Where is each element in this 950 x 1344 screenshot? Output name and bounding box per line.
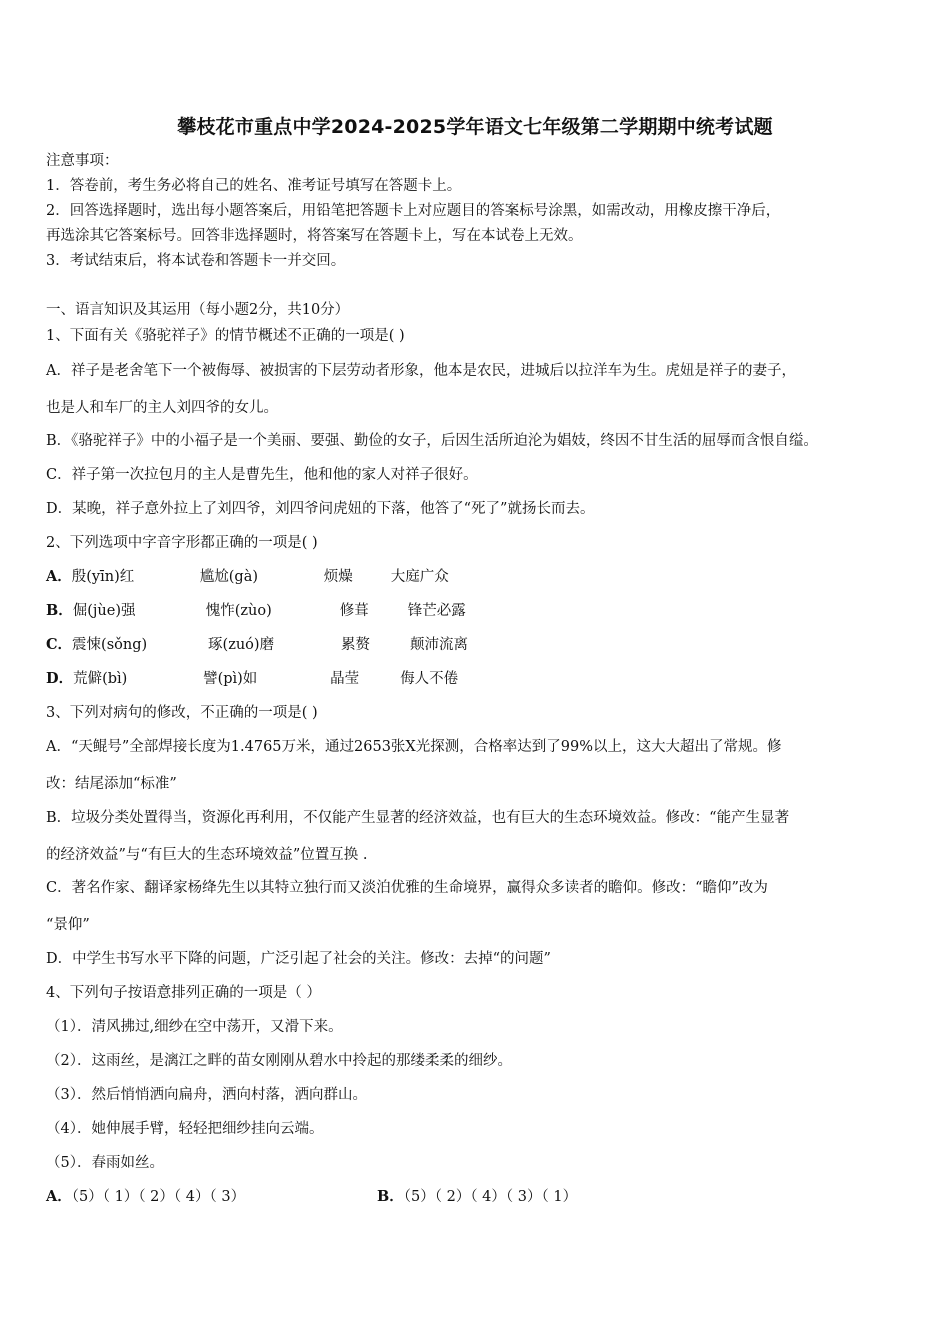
q3-option-b-cont: 的经济效益”与“有巨大的生态环境效益”位置互换 . — [46, 847, 368, 863]
option-label: B． — [377, 1188, 404, 1205]
q1-option-d: D．某晚，祥子意外拉上了刘四爷，刘四爷问虎妞的下落，他答了“死了”就扬长而去。 — [46, 501, 595, 517]
word: 侮人不倦 — [400, 671, 459, 687]
notice-heading: 注意事项： — [46, 153, 119, 169]
q2-stem: 2、下列选项中字音字形都正确的一项是( ) — [46, 535, 318, 551]
q3-option-b: B．垃圾分类处置得当，资源化再利用，不仅能产生显著的经济效益，也有巨大的生态环境效益。修改：“能产生显著 — [46, 810, 790, 826]
option-text: （5）（ 1）（ 2）（ 4）（ 3） — [71, 1189, 246, 1205]
q3-stem: 3、下列对病句的修改，不正确的一项是( ) — [46, 705, 318, 721]
option-label: A． — [46, 568, 72, 585]
word: 震悚(sǒng) — [72, 637, 148, 653]
word: 倔(jùe)强 — [72, 603, 136, 619]
word: 琢(zuó)磨 — [208, 637, 275, 653]
q2-option-b — [46, 602, 466, 620]
q1-option-c: C．祥子第一次拉包月的主人是曹先生，他和他的家人对祥子很好。 — [46, 467, 478, 483]
q4-sentence-5: （5）．春雨如丝。 — [46, 1155, 164, 1171]
q3-option-c: C．著名作家、翻译家杨绛先生以其特立独行而又淡泊优雅的生命境界，赢得众多读者的瞻仰。修改：“瞻仰”改为 — [46, 880, 768, 896]
notice-item-2-cont: 再选涂其它答案标号。回答非选择题时，将答案写在答题卡上，写在本试卷上无效。 — [46, 228, 583, 244]
option-label: A． — [46, 1188, 72, 1205]
page-title: 攀枝花市重点中学2024-2025学年语文七年级第二学期期中统考试题 — [177, 116, 773, 138]
q3-option-a: A．“天鲲号”全部焊接长度为1.4765万米，通过2653张X光探测，合格率达到了99%以上，这大大超出了常规。修 — [46, 739, 782, 755]
q4-stem: 4、下列句子按语意排列正确的一项是（ ） — [46, 985, 321, 1001]
option-label: B． — [46, 602, 73, 619]
word: 修葺 — [339, 603, 369, 619]
q4-option-a — [46, 1188, 245, 1206]
q1-option-b: B．《骆驼祥子》中的小福子是一个美丽、要强、勤俭的女子，后因生活所迫沦为娼妓，终因不甘生活的屈辱而含恨自缢。 — [46, 433, 818, 449]
word: 殷(yīn)红 — [71, 569, 135, 585]
word: 譬(pì)如 — [203, 671, 258, 687]
q4-sentence-1: （1）．清风拂过,细纱在空中荡开，又滑下来。 — [46, 1019, 343, 1035]
notice-item-1: 1．答卷前，考生务必将自己的姓名、准考证号填写在答题卡上。 — [46, 178, 462, 194]
q3-option-d: D．中学生书写水平下降的问题，广泛引起了社会的关注。修改：去掉“的问题” — [46, 951, 551, 967]
q1-option-a: A．祥子是老舍笔下一个被侮辱、被损害的下层劳动者形象，他本是农民，进城后以拉洋车为生。虎妞是祥子的妻子， — [46, 363, 796, 379]
q2-option-a — [46, 568, 449, 586]
word: 晶莹 — [330, 671, 360, 687]
q3-option-c-cont: “景仰” — [46, 917, 90, 933]
word: 烦燥 — [323, 569, 353, 585]
q4-sentence-3: （3）．然后悄悄洒向扁舟，洒向村落，洒向群山。 — [46, 1087, 367, 1103]
q2-option-c — [46, 636, 468, 654]
q1-option-a-cont: 也是人和车厂的主人刘四爷的女儿。 — [46, 400, 278, 416]
option-text: （5）（ 2）（ 4）（ 3）（ 1） — [403, 1189, 578, 1205]
q4-sentence-4: （4）．她伸展手臂，轻轻把细纱挂向云端。 — [46, 1121, 324, 1137]
q4-option-b — [377, 1188, 577, 1206]
q3-option-a-cont: 改：结尾添加“标准” — [46, 776, 177, 792]
q2-option-d — [46, 670, 458, 688]
word: 尴尬(gà) — [199, 569, 259, 585]
option-label: D． — [46, 670, 74, 687]
q4-sentence-2: （2）．这雨丝，是漓江之畔的苗女刚刚从碧水中拎起的那缕柔柔的细纱。 — [46, 1053, 512, 1069]
word: 颠沛流离 — [410, 637, 469, 653]
word: 大庭广众 — [390, 569, 449, 585]
q1-stem: 1、下面有关《骆驼祥子》的情节概述不正确的一项是( ) — [46, 328, 405, 344]
word: 愧怍(zùo) — [205, 603, 272, 619]
word: 累赘 — [341, 637, 371, 653]
word: 锋芒必露 — [407, 603, 466, 619]
notice-item-3: 3．考试结束后，将本试卷和答题卡一并交回。 — [46, 253, 346, 269]
notice-item-2: 2．回答选择题时，选出每小题答案后，用铅笔把答题卡上对应题目的答案标号涂黑，如需改动，用橡皮擦干净后， — [46, 203, 781, 219]
word: 荒僻(bì) — [73, 671, 128, 687]
section-heading: 一、语言知识及其运用（每小题2分，共10分） — [46, 302, 350, 318]
option-label: C． — [46, 636, 73, 653]
